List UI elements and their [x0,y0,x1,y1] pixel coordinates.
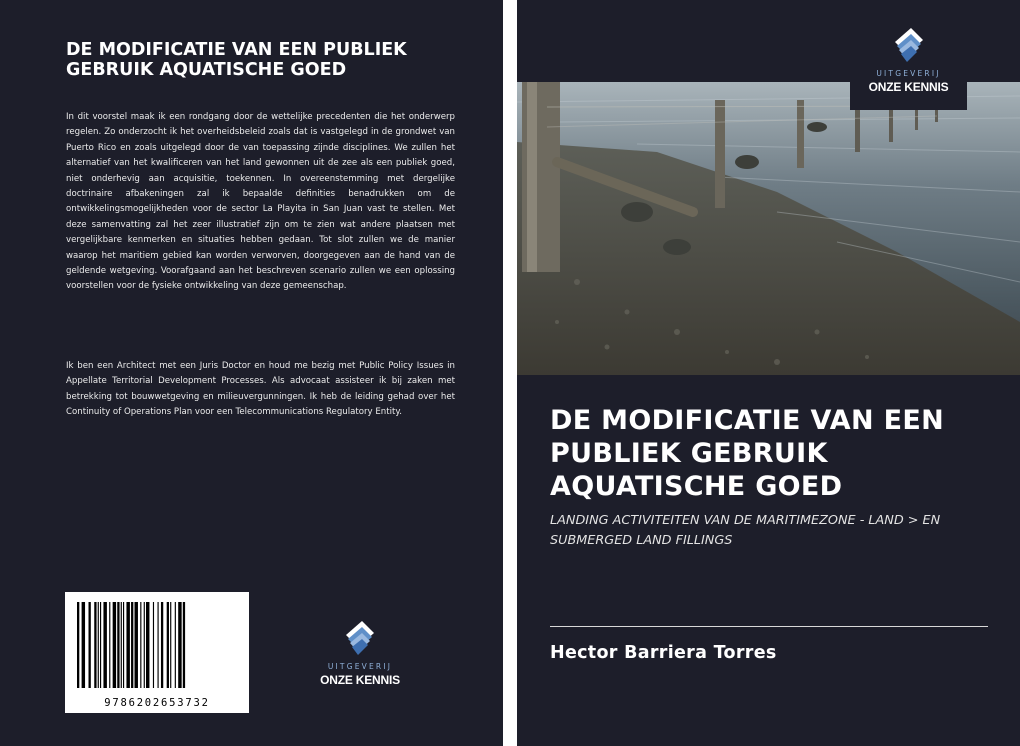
barcode-bar [167,602,169,688]
divider [550,626,988,627]
barcode-bar [183,602,185,688]
publisher-name: ONZE KENNIS [320,673,400,687]
barcode-bar [146,602,149,688]
barcode-bar [103,602,106,688]
book-title: DE MODIFICATIE VAN EEN PUBLIEK GEBRUIK AQUATISCHE GOED [550,405,944,502]
barcode-bar [178,602,181,688]
back-cover [0,0,503,746]
barcode-bar [161,602,163,688]
barcode-bar [158,602,159,688]
back-cover-title: DE MODIFICATIE VAN EEN PUBLIEK GEBRUIK AQUATISCHE GOED [66,40,407,80]
barcode-bar [117,602,119,688]
isbn-barcode [65,592,249,713]
front-cover [517,0,1020,746]
barcode-bar [109,602,110,688]
barcode-bar [77,602,79,688]
publisher-logo-back [306,617,414,687]
book-stack-logo-icon [340,617,380,657]
barcode-bar [140,602,141,688]
publisher-logo-front [850,0,967,110]
author-bio: Ik ben een Architect met een Juris Doctor en houd me bezig met Public Policy Issues in Appellate Territorial Development Processes. Als advocaat assisteer ik bij zaken met betrekking tot bouwwetgeving en milieuvergunningen. Ik heb de leiding gehad over het Continuity of Operations Plan voor een Telecommunications Regulatory Entity. [66,361,455,418]
publisher-prefix: UITGEVERIJ [327,662,393,671]
barcode-bar [170,602,171,688]
author-name: Hector Barriera Torres [550,643,777,663]
barcode-bar [89,602,91,688]
book-stack-logo-icon [889,24,929,64]
publisher-name: ONZE KENNIS [868,80,949,94]
barcode-bar [100,602,101,688]
barcode-digits: 9786202653732 [104,697,210,709]
barcode-bar [121,602,122,688]
barcode-bar [144,602,145,688]
barcode-bar [175,602,176,688]
book-description: In dit voorstel maak ik een rondgang door de wettelijke precedenten die het onderwerp regelen. Zo onderzocht ik het overheidsbeleid zoals dat is vastgelegd in de grondwet van Puerto Rico en zoals uitgelegd door de van toepassing zijnde disciplines. We zullen het alternatief van het kwalificeren van het land gewonnen uit de zee als een publiek goed, niet onderhevig aan acquisitie, toekennen. In overeenstemming met dergelijke doctrinaire afbakeningen zal ik bepaalde definities benadrukken om de ontwikkelingsmogelijkheden voor de sector La Playita in San Juan vast te stellen. Met deze samenvatting zal het zeer illustratief zijn om te zien wat andere plaatsen met vergelijkbare kenmerken en situaties hebben gedaan. Tot slot zullen we de manier waarop het maritiem gebied kan worden verworven, doorgegeven aan de hand van de geldende wetgeving. Voorafgaand aan het beschreven scenario zullen we een oplossing voorstellen voor de fysieke ontwikkeling van deze gemeenschap. [66,112,455,292]
barcode-bar [82,602,85,688]
barcode-bar [123,602,124,688]
barcode-bar [131,602,133,688]
barcode-bar [94,602,96,688]
barcode-bar [98,602,99,688]
barcode-bar [126,602,129,688]
publisher-prefix: UITGEVERIJ [876,69,941,78]
barcode-bar [135,602,138,688]
barcode-bar [153,602,154,688]
cover-photo [517,82,1020,375]
shoreline-photo-image [517,82,1020,375]
book-subtitle: LANDING ACTIVITEITEN VAN DE MARITIMEZONE - LAND > EN SUBMERGED LAND FILLINGS [550,513,941,548]
barcode-bars [73,602,241,692]
barcode-bar [113,602,116,688]
